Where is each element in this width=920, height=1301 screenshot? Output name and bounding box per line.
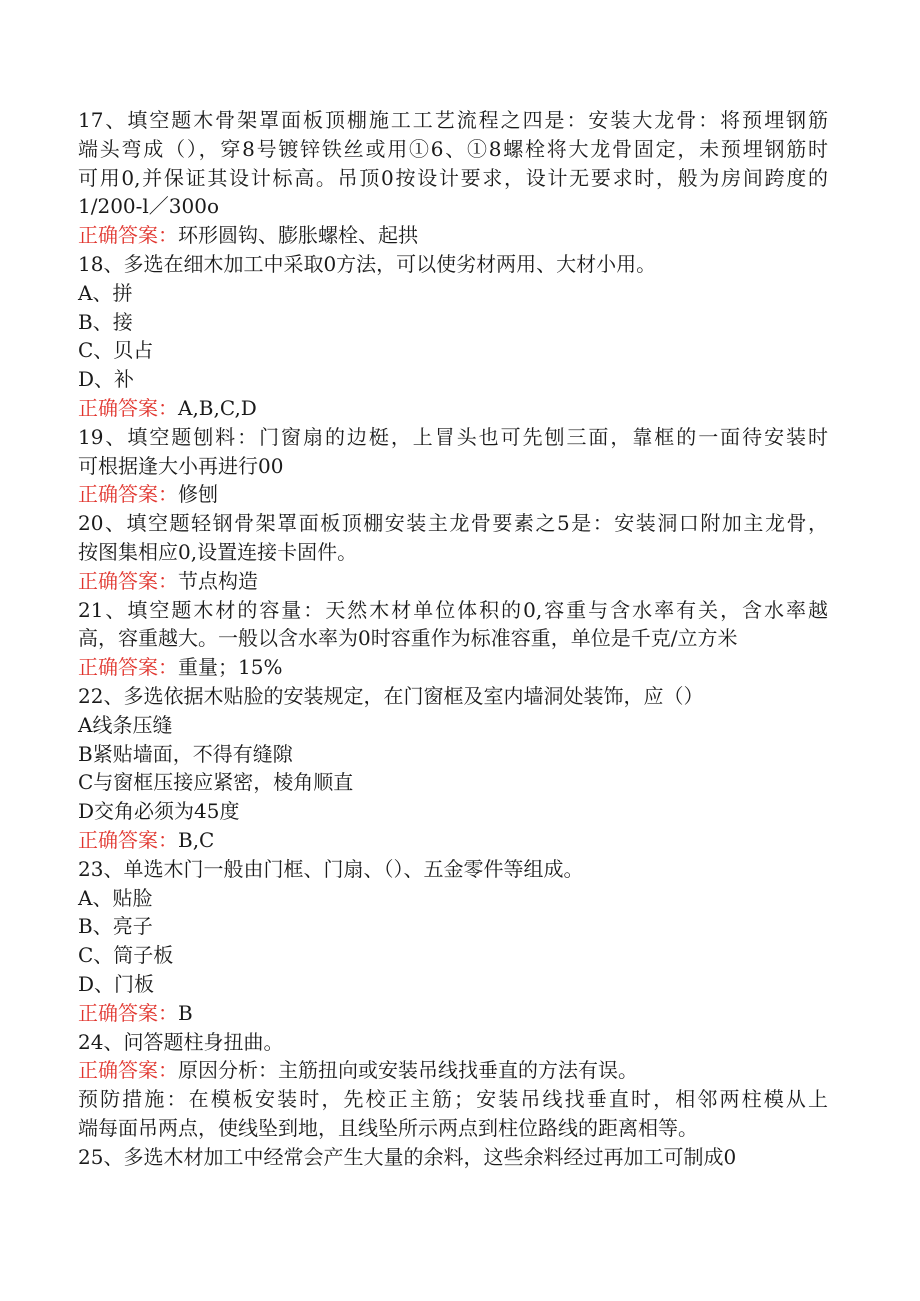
answer-label: 正确答案： <box>78 1058 178 1083</box>
answer-text: 环形圆钩、膨胀螺栓、起拱 <box>178 223 418 248</box>
answer-label: 正确答案： <box>78 568 178 593</box>
question-text-line: 按图集相应0,设置连接卡固件。 <box>78 539 358 564</box>
answer-text: 原因分析：主筋扭向或安装吊线找垂直的方法有误。 <box>178 1058 638 1083</box>
answer-text: 重量；15% <box>178 655 283 680</box>
answer-extra-line: 预防措施：在模板安装时，先校正主筋；安装吊线找垂直时，相邻两柱模从上 <box>78 1087 828 1112</box>
question-stem: 22、多选依据木贴脸的安装规定，在门窗框及室内墙洞处装饰，应（） <box>78 683 704 708</box>
answer-label: 正确答案： <box>78 482 178 507</box>
option-b: B、亮子 <box>78 914 153 939</box>
option-c: C与窗框压接应紧密，棱角顺直 <box>78 770 354 795</box>
question-stem: 24、问答题柱身扭曲。 <box>78 1029 284 1054</box>
question-19 <box>78 423 828 509</box>
question-stem: 18、多选在细木加工中采取0方法，可以使劣材两用、大材小用。 <box>78 251 657 276</box>
option-d: D、门板 <box>78 971 155 996</box>
answer-line <box>78 480 828 509</box>
question-stem: 25、多选木材加工中经常会产生大量的余料，这些余料经过再加工可制成0 <box>78 1144 737 1169</box>
question-text-line: 21、填空题木材的容量：天然木材单位体积的0,容重与含水率有关，含水率越 <box>78 597 828 622</box>
answer-label: 正确答案： <box>78 223 178 248</box>
question-text-line: 可用0,并保证其设计标高。吊顶0按设计要求，设计无要求时，般为房间跨度的 <box>78 165 828 190</box>
option-d: D、补 <box>78 367 135 392</box>
answer-label: 正确答案： <box>78 655 178 680</box>
question-23 <box>78 855 828 1028</box>
question-stem: 23、单选木门一般由门框、门扇、（）、五金零件等组成。 <box>78 856 584 881</box>
question-25 <box>78 1143 828 1172</box>
answer-line <box>78 221 828 250</box>
answer-text: A,B,C,D <box>178 395 257 420</box>
answer-label: 正确答案： <box>78 1000 178 1025</box>
answer-text: B,C <box>178 827 215 852</box>
question-20 <box>78 509 828 595</box>
question-22 <box>78 682 828 855</box>
answer-line <box>78 653 828 682</box>
question-18 <box>78 250 828 423</box>
answer-line <box>78 567 828 596</box>
answer-label: 正确答案： <box>78 827 178 852</box>
option-c: C、贝占 <box>78 338 154 363</box>
question-24 <box>78 1028 828 1143</box>
question-text-line: 端头弯成（），穿8号镀锌铁丝或用①6、①8螺栓将大龙骨固定，未预埋钢筋时 <box>78 136 828 161</box>
question-text-line: 20、填空题轻钢骨架罩面板顶棚安装主龙骨要素之5是：安装洞口附加主龙骨， <box>78 511 828 536</box>
question-text-line: 19、填空题刨料：门窗扇的边梃，上冒头也可先刨三面，靠框的一面待安装时 <box>78 424 828 449</box>
question-text-line: 高，容重越大。一般以含水率为0时容重作为标准容重，单位是千克/立方米 <box>78 626 738 651</box>
option-d: D交角必须为45度 <box>78 799 240 824</box>
answer-text: 节点构造 <box>178 568 258 593</box>
answer-text: B <box>178 1000 193 1025</box>
answer-line <box>78 999 828 1028</box>
question-text-line: 可根据逢大小再进行00 <box>78 453 284 478</box>
answer-line <box>78 826 828 855</box>
option-a: A、贴脸 <box>78 885 153 910</box>
question-21 <box>78 596 828 682</box>
question-17 <box>78 106 828 250</box>
document-page <box>78 106 828 1171</box>
answer-line <box>78 394 828 423</box>
question-text-line: 17、填空题木骨架罩面板顶棚施工工艺流程之四是：安装大龙骨：将预埋钢筋 <box>78 108 828 132</box>
answer-extra-line: 端每面吊两点，使线坠到地，且线坠所示两点到柱位路线的距离相等。 <box>78 1115 698 1140</box>
option-a: A、拼 <box>78 280 133 305</box>
answer-text: 修刨 <box>178 482 218 507</box>
option-c: C、筒子板 <box>78 943 174 968</box>
option-b: B、接 <box>78 309 133 334</box>
question-text-line: 1/200-l／300o <box>78 194 220 219</box>
answer-label: 正确答案： <box>78 395 178 420</box>
option-b: B紧贴墙面，不得有缝隙 <box>78 741 293 766</box>
answer-line <box>78 1056 828 1085</box>
option-a: A线条压缝 <box>78 712 173 737</box>
